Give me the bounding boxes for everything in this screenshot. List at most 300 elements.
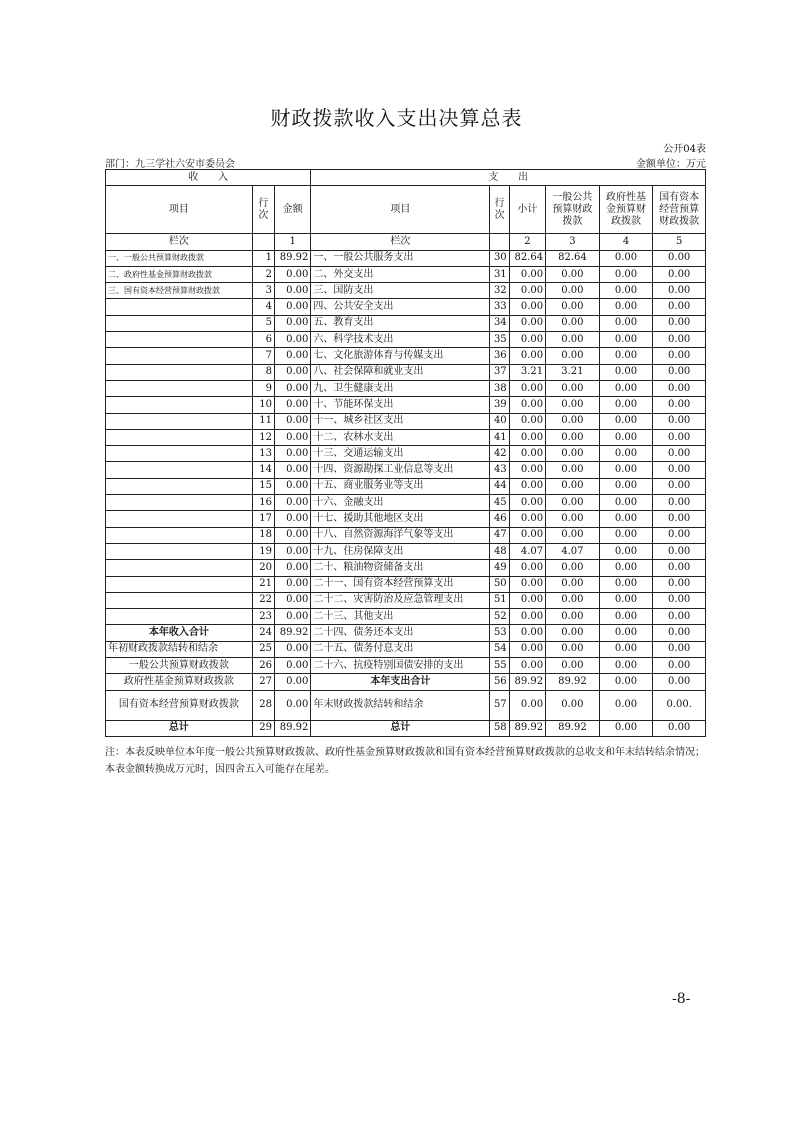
expense-item-cell: 十二、农林水支出 [311,429,490,445]
expense-line-cell: 34 [490,315,509,331]
income-amount-header: 金额 [274,186,310,234]
expense-line-cell: 47 [490,527,509,543]
expense-line-cell: 38 [490,380,509,396]
general-budget-cell: 0.00 [546,576,600,592]
table-row [106,592,706,608]
income-line-cell: 17 [252,511,274,527]
income-item-cell: 总计 [106,720,253,736]
subtotal-cell: 0.00 [509,560,545,576]
fund-budget-cell: 0.00 [599,429,653,445]
income-amount-cell: 0.00 [274,462,310,478]
income-line-cell: 27 [252,674,274,690]
state-capital-cell: 0.00 [653,658,706,674]
income-item-cell [106,315,253,331]
income-line-cell: 2 [252,266,274,282]
expense-line-cell: 44 [490,478,509,494]
table-row [106,495,706,511]
col-number-5: 5 [653,234,706,250]
table-row [106,332,706,348]
general-budget-cell: 0.00 [546,478,600,494]
expense-line-cell: 51 [490,592,509,608]
income-amount-cell: 0.00 [274,299,310,315]
expense-item-cell: 十三、交通运输支出 [311,446,490,462]
income-lanci-label: 栏次 [106,234,253,250]
expense-line-cell: 56 [490,674,509,690]
table-row [106,527,706,543]
income-item-cell [106,478,253,494]
expense-item-cell: 五、教育支出 [311,315,490,331]
state-capital-cell: 0.00 [653,250,706,266]
income-item-cell: 二、政府性基金预算财政拨款 [106,266,253,282]
table-row [106,299,706,315]
table-row [106,364,706,380]
table-row [106,429,706,445]
income-item-cell: 一、一般公共预算财政拨款 [106,250,253,266]
income-line-cell: 29 [252,720,274,736]
income-amount-cell: 0.00 [274,576,310,592]
general-budget-cell: 0.00 [546,397,600,413]
expense-lanci-label: 栏次 [311,234,490,250]
general-budget-cell: 0.00 [546,315,600,331]
income-line-cell: 10 [252,397,274,413]
income-amount-cell: 0.00 [274,478,310,494]
expense-item-cell: 八、社会保障和就业支出 [311,364,490,380]
income-item-cell [106,462,253,478]
general-budget-cell: 0.00 [546,641,600,657]
form-code: 公开04表 [663,144,706,155]
income-amount-cell: 0.00 [274,446,310,462]
income-item-cell [106,543,253,559]
income-line-cell: 12 [252,429,274,445]
expense-line-cell: 55 [490,658,509,674]
income-line-cell: 19 [252,543,274,559]
column-number-row [106,234,706,250]
income-item-cell [106,592,253,608]
expense-line-cell: 53 [490,625,509,641]
fund-budget-cell: 0.00 [599,641,653,657]
expense-item-cell: 十五、商业服务业等支出 [311,478,490,494]
table-row [106,446,706,462]
expense-item-header: 项目 [311,186,490,234]
subtotal-cell: 0.00 [509,413,545,429]
income-item-cell: 年初财政拨款结转和结余 [106,641,253,657]
page-title: 财政拨款收入支出决算总表 [270,106,523,130]
general-budget-cell: 0.00 [546,560,600,576]
state-capital-cell: 0.00 [653,364,706,380]
table-row [106,609,706,625]
subtotal-cell: 0.00 [509,478,545,494]
expense-line-cell: 57 [490,690,509,720]
fund-budget-cell: 0.00 [599,380,653,396]
expense-item-cell: 本年支出合计 [311,674,490,690]
expense-line-cell: 40 [490,413,509,429]
general-budget-cell: 0.00 [546,348,600,364]
income-amount-cell: 89.92 [274,720,310,736]
fund-budget-cell: 0.00 [599,609,653,625]
subtotal-cell: 0.00 [509,592,545,608]
expense-item-cell: 二十四、债务还本支出 [311,625,490,641]
income-amount-cell: 0.00 [274,315,310,331]
income-line-cell: 4 [252,299,274,315]
expense-line-cell: 32 [490,283,509,299]
income-item-cell [106,511,253,527]
income-item-cell: 国有资本经营预算财政拨款 [106,690,253,720]
general-budget-cell: 0.00 [546,690,600,720]
expense-line-cell: 39 [490,397,509,413]
expense-item-cell: 二、外交支出 [311,266,490,282]
table-body [106,250,706,736]
fund-budget-header: 政府性基金预算财政拨款 [599,186,653,234]
expense-item-cell: 二十、粮油物资储备支出 [311,560,490,576]
income-line-cell: 22 [252,592,274,608]
expense-line-cell: 50 [490,576,509,592]
table-row [106,380,706,396]
expense-item-cell: 三、国防支出 [311,283,490,299]
expense-item-cell: 二十一、国有资本经营预算支出 [311,576,490,592]
income-item-cell: 政府性基金预算财政拨款 [106,674,253,690]
income-line-cell: 20 [252,560,274,576]
expense-section-header: 支 出 [311,170,706,186]
income-line-cell: 3 [252,283,274,299]
income-line-cell: 7 [252,348,274,364]
expense-item-cell: 六、科学技术支出 [311,332,490,348]
income-item-cell [106,332,253,348]
general-budget-cell: 4.07 [546,543,600,559]
expense-item-cell: 年末财政拨款结转和结余 [311,690,490,720]
income-section-header: 收 入 [106,170,311,186]
general-budget-cell: 0.00 [546,658,600,674]
subtotal-cell: 0.00 [509,429,545,445]
income-line-cell: 18 [252,527,274,543]
income-amount-cell: 0.00 [274,348,310,364]
fund-budget-cell: 0.00 [599,315,653,331]
fund-budget-cell: 0.00 [599,511,653,527]
income-line-cell: 16 [252,495,274,511]
state-capital-cell: 0.00 [653,625,706,641]
state-capital-cell: 0.00 [653,397,706,413]
subtotal-cell: 0.00 [509,332,545,348]
expense-line-cell: 46 [490,511,509,527]
income-amount-cell: 0.00 [274,429,310,445]
expense-line-cell: 35 [490,332,509,348]
income-line-cell: 24 [252,625,274,641]
expense-item-cell: 十四、资源勘探工业信息等支出 [311,462,490,478]
subtotal-cell: 3.21 [509,364,545,380]
income-amount-cell: 0.00 [274,560,310,576]
expense-line-cell: 33 [490,299,509,315]
general-budget-cell: 0.00 [546,429,600,445]
state-capital-cell: 0.00 [653,641,706,657]
expense-item-cell: 二十五、债务付息支出 [311,641,490,657]
table-row [106,462,706,478]
income-item-cell [106,527,253,543]
income-line-cell: 21 [252,576,274,592]
expense-item-cell: 十、节能环保支出 [311,397,490,413]
general-budget-cell: 0.00 [546,511,600,527]
general-budget-cell: 3.21 [546,364,600,380]
table-row [106,511,706,527]
income-item-cell [106,576,253,592]
state-capital-cell: 0.00 [653,266,706,282]
expense-item-cell: 总计 [311,720,490,736]
fund-budget-cell: 0.00 [599,348,653,364]
expense-item-cell: 十九、住房保障支出 [311,543,490,559]
fund-budget-cell: 0.00 [599,690,653,720]
income-amount-cell: 0.00 [274,527,310,543]
subtotal-cell: 4.07 [509,543,545,559]
subtotal-cell: 0.00 [509,658,545,674]
subtotal-cell: 0.00 [509,299,545,315]
income-item-cell [106,429,253,445]
table-row [106,413,706,429]
state-capital-cell: 0.00 [653,315,706,331]
state-capital-cell: 0.00 [653,609,706,625]
table-row [106,674,706,690]
subtotal-cell: 0.00 [509,462,545,478]
general-budget-cell: 0.00 [546,609,600,625]
income-item-cell [106,299,253,315]
table-row [106,690,706,720]
income-line-cell: 13 [252,446,274,462]
table-row [106,478,706,494]
income-amount-cell: 0.00 [274,658,310,674]
income-amount-cell: 0.00 [274,332,310,348]
state-capital-cell: 0.00. [653,690,706,720]
table-row [106,250,706,266]
general-budget-cell: 0.00 [546,625,600,641]
fund-budget-cell: 0.00 [599,495,653,511]
subtotal-cell: 0.00 [509,446,545,462]
table-row [106,658,706,674]
column-header-row [106,186,706,234]
general-budget-cell: 0.00 [546,495,600,511]
income-amount-cell: 0.00 [274,511,310,527]
income-line-cell: 23 [252,609,274,625]
income-amount-cell: 89.92 [274,250,310,266]
table-row [106,625,706,641]
income-amount-cell: 0.00 [274,641,310,657]
state-capital-cell: 0.00 [653,283,706,299]
state-capital-cell: 0.00 [653,720,706,736]
general-budget-cell: 0.00 [546,462,600,478]
fund-budget-cell: 0.00 [599,560,653,576]
state-capital-cell: 0.00 [653,592,706,608]
subtotal-cell: 0.00 [509,641,545,657]
fund-budget-cell: 0.00 [599,543,653,559]
general-budget-cell: 0.00 [546,413,600,429]
expense-line-cell: 43 [490,462,509,478]
fund-budget-cell: 0.00 [599,478,653,494]
fund-budget-cell: 0.00 [599,527,653,543]
income-item-cell: 三、国有资本经营预算财政拨款 [106,283,253,299]
fund-budget-cell: 0.00 [599,250,653,266]
expense-item-cell: 十七、援助其他地区支出 [311,511,490,527]
fund-budget-cell: 0.00 [599,446,653,462]
subtotal-cell: 0.00 [509,266,545,282]
income-amount-cell: 0.00 [274,674,310,690]
subtotal-cell: 0.00 [509,690,545,720]
income-amount-cell: 0.00 [274,283,310,299]
state-capital-cell: 0.00 [653,332,706,348]
fund-budget-cell: 0.00 [599,720,653,736]
state-capital-cell: 0.00 [653,462,706,478]
subtotal-cell: 0.00 [509,495,545,511]
income-amount-cell: 0.00 [274,380,310,396]
expense-item-cell: 一、一般公共服务支出 [311,250,490,266]
expense-item-cell: 十一、城乡社区支出 [311,413,490,429]
income-amount-cell: 89.92 [274,625,310,641]
income-item-cell: 本年收入合计 [106,625,253,641]
footnote: 注：本表反映单位本年度一般公共预算财政拨款、政府性基金预算财政拨款和国有资本经营预算财政拨款的总收支和年末结转结余情况；本表金额转换成万元时，因四舍五入可能存在尾差。 [105,747,705,775]
income-line-cell: 8 [252,364,274,380]
fund-budget-cell: 0.00 [599,462,653,478]
expense-line-cell: 36 [490,348,509,364]
col-number-4: 4 [599,234,653,250]
general-budget-cell: 89.92 [546,720,600,736]
expense-item-cell: 四、公共安全支出 [311,299,490,315]
income-line-cell: 1 [252,250,274,266]
expense-item-cell: 九、卫生健康支出 [311,380,490,396]
state-capital-cell: 0.00 [653,527,706,543]
fund-budget-cell: 0.00 [599,332,653,348]
unit-label: 金额单位：万元 [636,159,706,170]
income-line-cell: 26 [252,658,274,674]
fund-budget-cell: 0.00 [599,397,653,413]
income-amount-cell: 0.00 [274,397,310,413]
income-line-cell: 15 [252,478,274,494]
table-row [106,397,706,413]
table-row [106,315,706,331]
state-capital-cell: 0.00 [653,348,706,364]
subtotal-cell: 0.00 [509,397,545,413]
subtotal-cell: 89.92 [509,720,545,736]
subtotal-header: 小计 [509,186,545,234]
general-budget-cell: 0.00 [546,266,600,282]
general-budget-cell: 0.00 [546,380,600,396]
fund-budget-cell: 0.00 [599,283,653,299]
income-item-header: 项目 [106,186,253,234]
expense-line-cell: 37 [490,364,509,380]
table-row [106,543,706,559]
state-capital-cell: 0.00 [653,299,706,315]
income-item-cell [106,364,253,380]
empty-cell [252,234,274,250]
table-row [106,560,706,576]
expense-item-cell: 二十三、其他支出 [311,609,490,625]
income-line-cell: 9 [252,380,274,396]
fund-budget-cell: 0.00 [599,658,653,674]
expense-item-cell: 二十六、抗疫特别国债安排的支出 [311,658,490,674]
income-line-cell: 5 [252,315,274,331]
subtotal-cell: 0.00 [509,625,545,641]
general-budget-cell: 0.00 [546,592,600,608]
fund-budget-cell: 0.00 [599,266,653,282]
subtotal-cell: 0.00 [509,511,545,527]
expense-line-cell: 31 [490,266,509,282]
income-line-cell: 11 [252,413,274,429]
page-number: -8- [672,991,691,1007]
general-budget-cell: 0.00 [546,299,600,315]
subtotal-cell: 89.92 [509,674,545,690]
general-budget-cell: 0.00 [546,446,600,462]
income-item-cell [106,609,253,625]
col-number-1: 1 [274,234,310,250]
fund-budget-cell: 0.00 [599,625,653,641]
income-line-cell: 14 [252,462,274,478]
budget-table [105,169,706,737]
income-item-cell [106,348,253,364]
income-amount-cell: 0.00 [274,413,310,429]
income-amount-cell: 0.00 [274,364,310,380]
expense-line-header: 行次 [490,186,509,234]
expense-item-cell: 十八、自然资源海洋气象等支出 [311,527,490,543]
income-amount-cell: 0.00 [274,592,310,608]
income-amount-cell: 0.00 [274,543,310,559]
subtotal-cell: 0.00 [509,283,545,299]
income-item-cell [106,495,253,511]
income-item-cell [106,413,253,429]
income-line-cell: 6 [252,332,274,348]
income-amount-cell: 0.00 [274,266,310,282]
expense-line-cell: 58 [490,720,509,736]
income-line-cell: 28 [252,690,274,720]
state-capital-cell: 0.00 [653,380,706,396]
expense-line-cell: 42 [490,446,509,462]
income-amount-cell: 0.00 [274,690,310,720]
table-row [106,576,706,592]
col-number-2: 2 [509,234,545,250]
expense-item-cell: 七、文化旅游体育与传媒支出 [311,348,490,364]
expense-line-cell: 48 [490,543,509,559]
expense-line-cell: 52 [490,609,509,625]
table-row [106,283,706,299]
state-capital-cell: 0.00 [653,560,706,576]
fund-budget-cell: 0.00 [599,592,653,608]
subtotal-cell: 0.00 [509,609,545,625]
subtotal-cell: 82.64 [509,250,545,266]
state-capital-cell: 0.00 [653,674,706,690]
general-budget-cell: 89.92 [546,674,600,690]
table-row [106,641,706,657]
state-capital-cell: 0.00 [653,543,706,559]
expense-item-cell: 二十二、灾害防治及应急管理支出 [311,592,490,608]
general-budget-cell: 0.00 [546,527,600,543]
expense-line-cell: 54 [490,641,509,657]
state-capital-cell: 0.00 [653,413,706,429]
general-budget-header: 一般公共预算财政拨款 [546,186,600,234]
income-item-cell: 一般公共预算财政拨款 [106,658,253,674]
expense-line-cell: 41 [490,429,509,445]
subtotal-cell: 0.00 [509,380,545,396]
subtotal-cell: 0.00 [509,576,545,592]
table-row [106,266,706,282]
department-label: 部门：九三学社六安市委员会 [105,159,235,170]
fund-budget-cell: 0.00 [599,674,653,690]
income-line-header: 行次 [252,186,274,234]
income-item-cell [106,380,253,396]
income-item-cell [106,446,253,462]
state-capital-cell: 0.00 [653,446,706,462]
income-amount-cell: 0.00 [274,495,310,511]
state-capital-cell: 0.00 [653,511,706,527]
table-row [106,720,706,736]
state-capital-cell: 0.00 [653,429,706,445]
col-number-3: 3 [546,234,600,250]
state-capital-cell: 0.00 [653,495,706,511]
expense-line-cell: 45 [490,495,509,511]
subtotal-cell: 0.00 [509,348,545,364]
income-item-cell [106,397,253,413]
